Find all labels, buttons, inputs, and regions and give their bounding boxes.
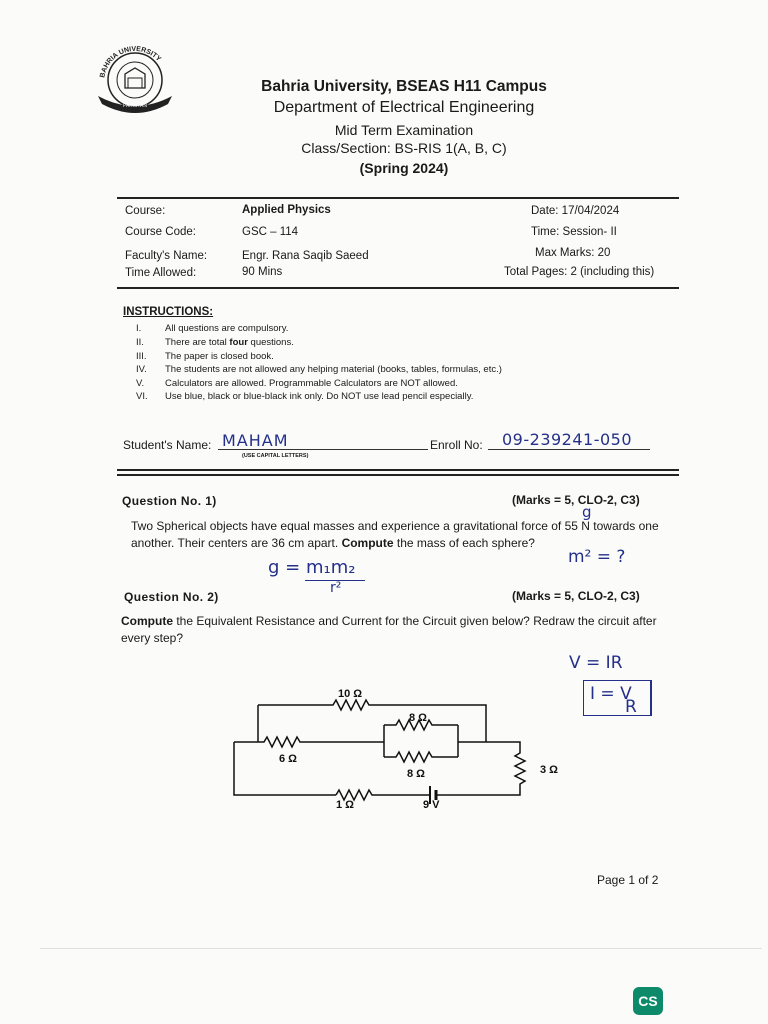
label-3-ohm: 3 Ω [540,764,558,776]
handwritten-ohms-law: V = IR [569,653,623,673]
student-name-label: Student's Name: [123,438,212,452]
course-code-value: GSC – 114 [242,226,299,238]
question-1-title: Question No. 1) [122,494,217,508]
instruction-item: IV. The students are not allowed any helping material (books, tables, formulas, etc.) [136,364,502,375]
instruction-item: III. The paper is closed book. [136,351,274,362]
label-1-ohm: 1 Ω [336,799,354,811]
course-label: Course: [125,205,166,217]
university-title: Bahria University, BSEAS H11 Campus [261,78,547,95]
label-8-ohm-top: 8 Ω [409,712,427,724]
label-6-ohm: 6 Ω [279,753,297,765]
question-2-marks: (Marks = 5, CLO-2, C3) [512,589,640,603]
instruction-item: VI. Use blue, black or blue-black ink only. Do NOT use lead pencil especially. [136,391,474,402]
label-10-ohm: 10 Ω [338,688,363,700]
handwritten-current-eq: I = V [590,684,632,704]
handwritten-formula-top: g = m₁m₂ [268,557,356,578]
page-edge [40,948,762,949]
class-section: Class/Section: BS-RIS 1(A, B, C) [301,140,507,156]
handwritten-formula-bottom: r² [330,580,342,596]
faculty-label: Faculty's Name: [125,250,208,262]
enroll-value: 09-239241-050 [502,430,633,449]
handwritten-g-note: g [582,503,592,521]
faculty-value: Engr. Rana Saqib Saeed [242,250,369,262]
instruction-item: II. There are total four questions. [136,337,294,348]
camscanner-badge: CS [633,987,663,1015]
total-pages: Total Pages: 2 (including this) [504,266,655,278]
question-1-marks: (Marks = 5, CLO-2, C3) [512,493,640,507]
course-value: Applied Physics [242,204,331,216]
exam-title: Mid Term Examination [334,122,474,138]
logo-text-top: BAHRIA UNIVERSITY [99,45,162,79]
instruction-item: V. Calculators are allowed. Programmable Calculators are NOT allowed. [136,378,458,389]
enroll-label: Enroll No: [430,438,483,452]
page-number: Page 1 of 2 [597,873,659,887]
instructions-title: INSTRUCTIONS: [123,306,214,318]
course-code-label: Course Code: [125,226,196,238]
handwritten-current-r: R [625,697,637,717]
time-allowed-label: Time Allowed: [125,267,197,279]
question-2-title: Question No. 2) [124,590,219,604]
student-name-hint: (USE CAPITAL LETTERS) [242,453,309,459]
handwritten-mass-note: m² = ? [568,547,626,567]
exam-session: Time: Session- II [531,226,617,238]
department-title: Department of Electrical Engineering [273,99,535,116]
student-name-value: MAHAM [222,431,289,450]
label-9-volt: 9 V [423,799,440,811]
max-marks: Max Marks: 20 [535,247,611,259]
logo-text-bottom: PAKISTAN [123,103,147,109]
instruction-item: I. All questions are compulsory. [136,323,289,334]
time-allowed-value: 90 Mins [242,266,283,278]
question-2-text: Compute the Equivalent Resistance and Current for the Circuit given below? Redraw the circuit after every step? [121,614,657,645]
question-1-text: Two Spherical objects have equal masses and experience a gravitational force of 55 N towards one another. Their centers are 36 cm apart. Compute the mass of each sphere? [131,519,659,550]
semester: (Spring 2024) [359,160,449,176]
exam-date: Date: 17/04/2024 [531,205,620,217]
label-8-ohm-bottom: 8 Ω [407,768,425,780]
